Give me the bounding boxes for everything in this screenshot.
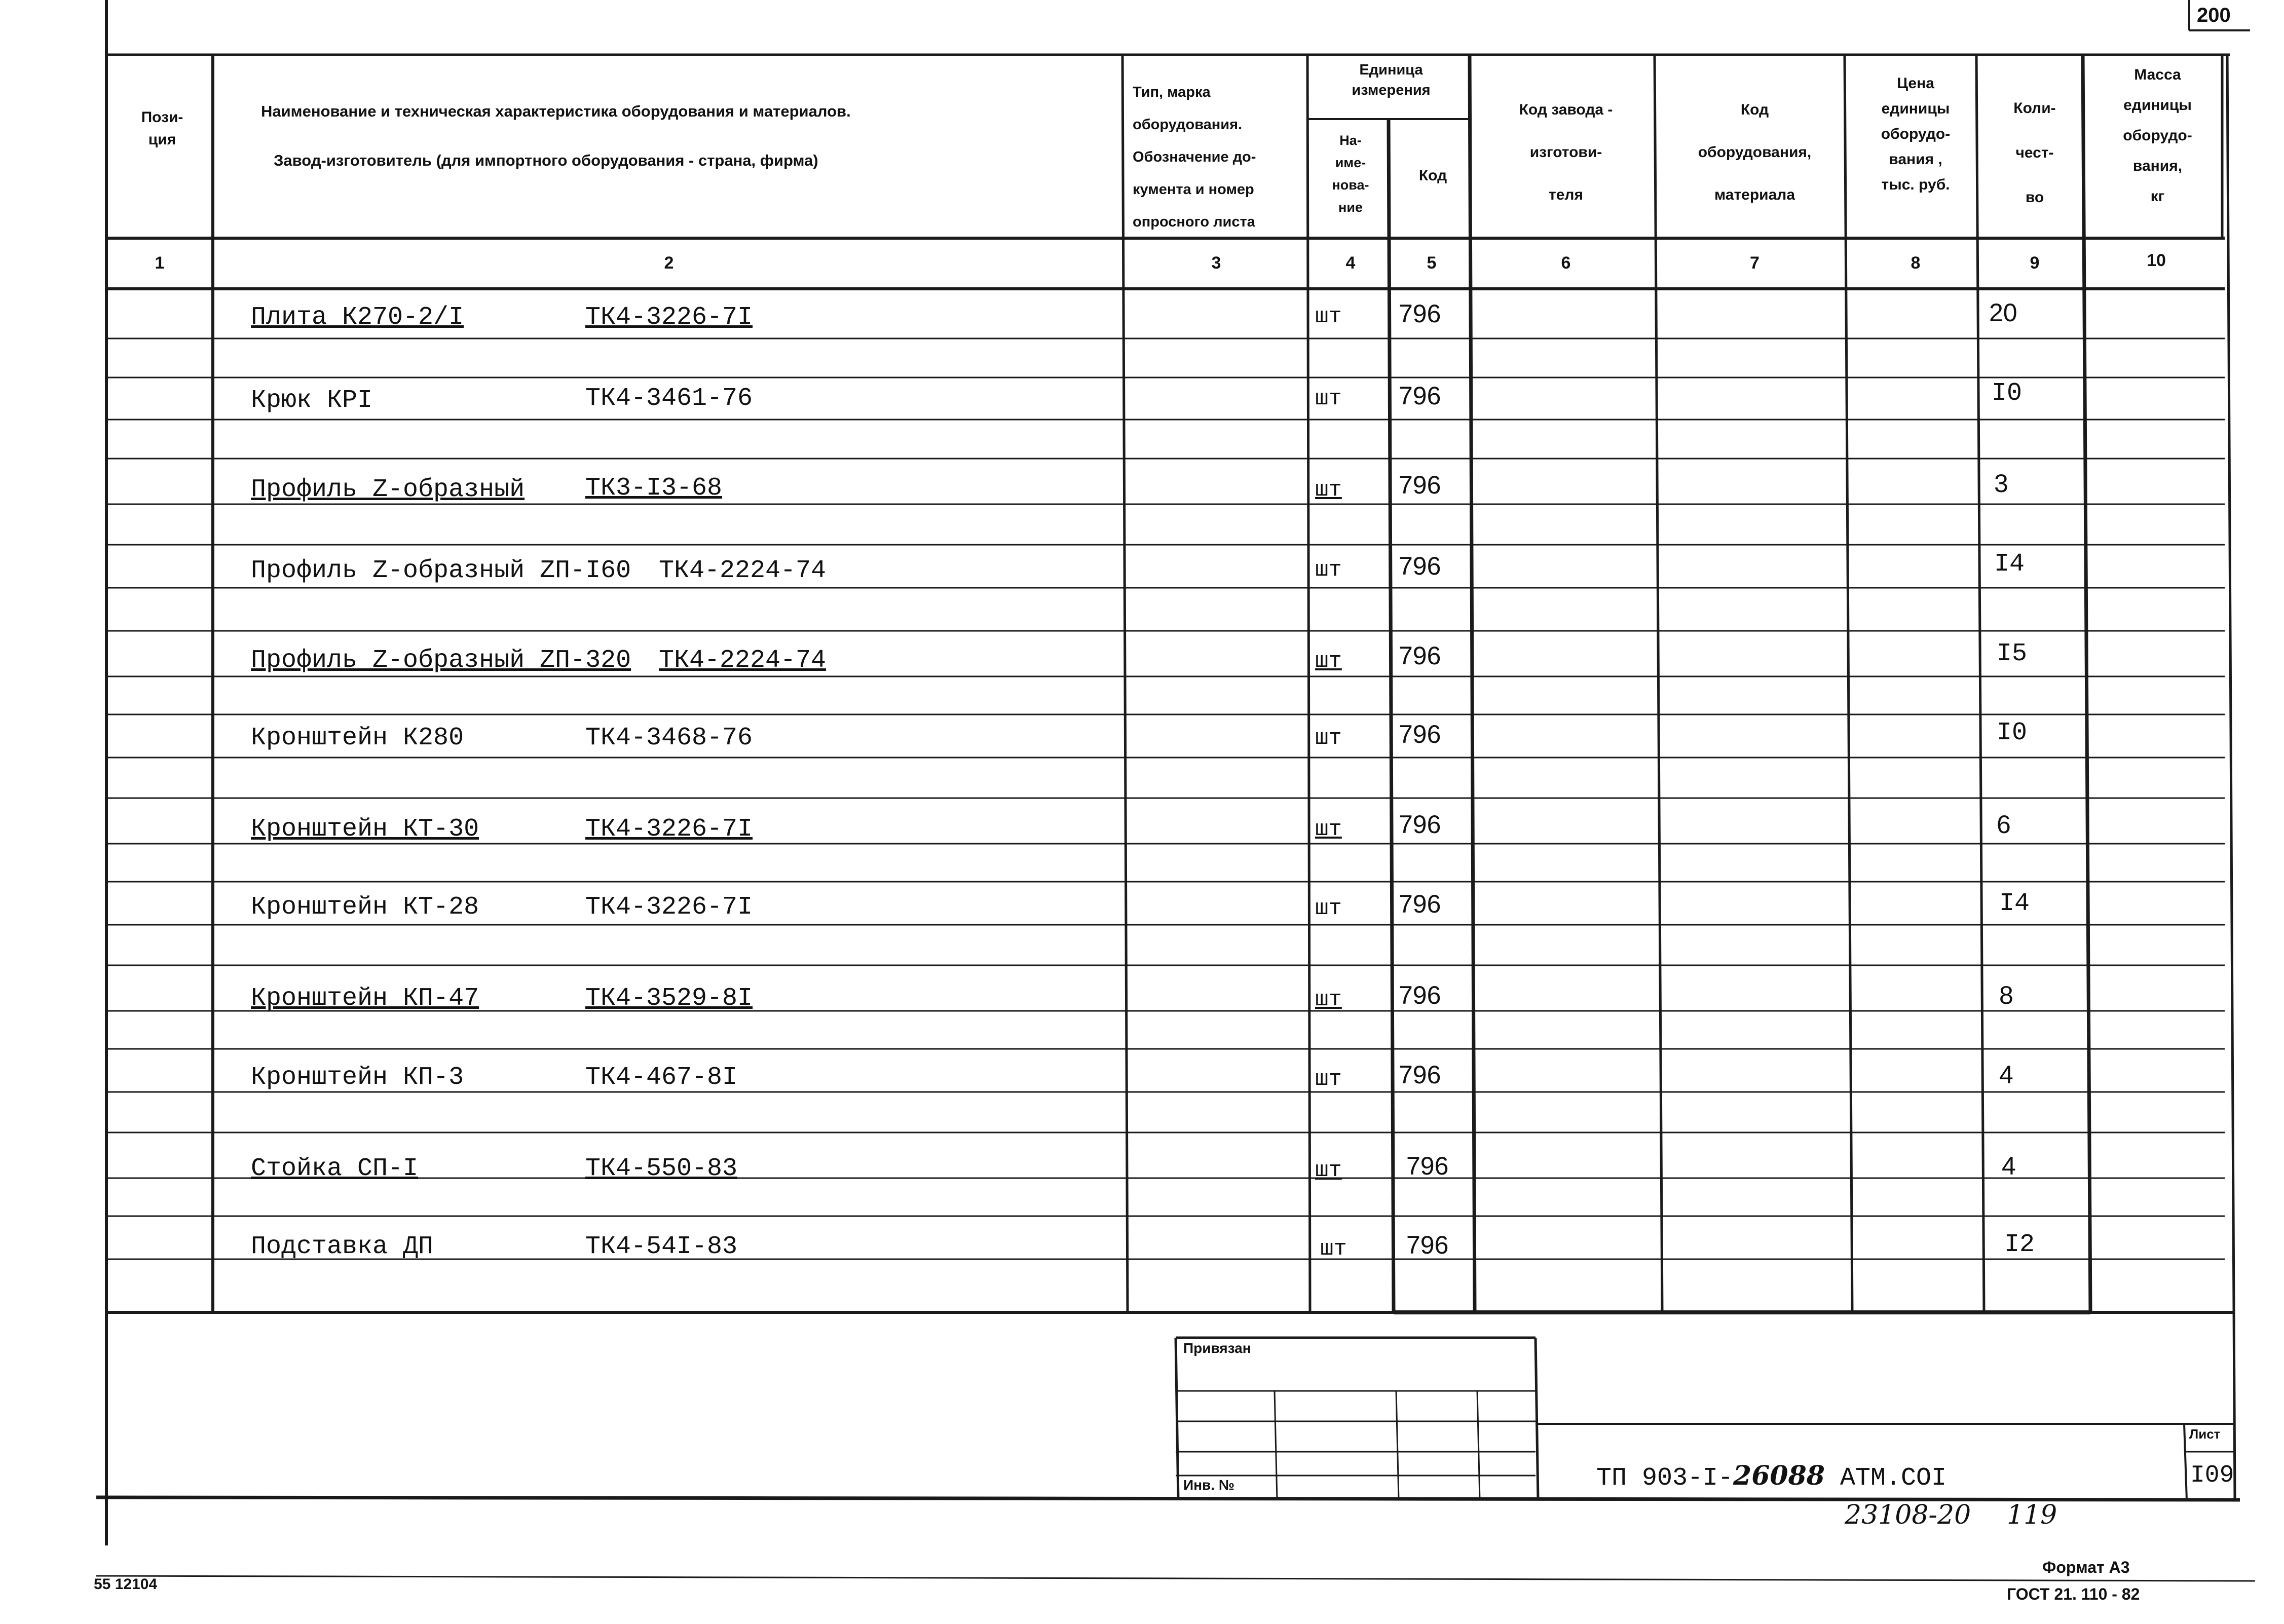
col-number-6: 6 — [1561, 253, 1571, 273]
handwritten-page: 119 — [2007, 1500, 2057, 1530]
stamp-inv-label: Инв. № — [1183, 1477, 1235, 1493]
row-8-doc: ТК4-3226-7I — [585, 893, 753, 922]
col-number-9: 9 — [2030, 253, 2040, 273]
row-10-qty: 4 — [1999, 1061, 2013, 1089]
format-label: Формат А3 — [2042, 1558, 2130, 1576]
col-number-2: 2 — [664, 253, 674, 273]
bottom-left-code: 55 12104 — [94, 1576, 158, 1593]
stamp-bound-label: Привязан — [1183, 1340, 1251, 1356]
row-10-code: 796 — [1399, 1061, 1441, 1089]
row-7-qty: 6 — [1997, 810, 2011, 839]
header-name-line1: Наименование и техническая характеристика оборудования и материалов. — [261, 102, 851, 120]
sheet-number: I09 — [2190, 1462, 2234, 1489]
row-12-name: Подставка ДП — [251, 1232, 434, 1261]
header-unit-mass: Масса единицы оборудо- вания, кг — [2123, 66, 2192, 205]
header-unit-code: Код — [1418, 167, 1447, 184]
row-3-name: Профиль Z-образный — [251, 475, 525, 504]
row-12-qty: I2 — [2004, 1230, 2035, 1259]
row-7-code: 796 — [1399, 810, 1441, 839]
row-4-code: 796 — [1399, 552, 1441, 580]
row-1-name: Плита К270-2/I — [251, 303, 464, 332]
col-number-5: 5 — [1427, 253, 1437, 273]
document-code-handwritten: 26088 — [1733, 1460, 1825, 1491]
row-2-doc: ТК4-3461-76 — [585, 384, 753, 413]
row-10-doc: ТК4-467-8I — [585, 1063, 738, 1092]
row-3-qty: 3 — [1994, 469, 2008, 498]
row-3-doc: ТК3-I3-68 — [585, 474, 723, 503]
row-11-code: 796 — [1406, 1152, 1449, 1180]
row-2-code: 796 — [1399, 382, 1441, 410]
row-8-code: 796 — [1399, 890, 1441, 918]
row-5-code: 796 — [1399, 641, 1441, 670]
row-11-doc: ТК4-550-83 — [585, 1154, 738, 1183]
row-12-code: 796 — [1406, 1231, 1449, 1259]
row-10-name: Кронштейн КП-3 — [251, 1063, 464, 1092]
gost-label: ГОСТ 21. 110 - 82 — [2007, 1585, 2140, 1603]
col-number-1: 1 — [155, 253, 165, 273]
col-number-7: 7 — [1750, 253, 1759, 273]
row-10-unit: шт — [1315, 1067, 1342, 1092]
row-9-name: Кронштейн КП-47 — [251, 984, 479, 1013]
row-5-doc: ТК4-2224-74 — [659, 646, 827, 675]
row-5-unit: шт — [1315, 649, 1342, 674]
row-3-unit: шт — [1315, 477, 1342, 503]
row-3-code: 796 — [1399, 471, 1441, 499]
row-2-unit: шт — [1315, 386, 1342, 411]
row-4-unit: шт — [1315, 557, 1342, 583]
row-8-name: Кронштейн КТ-28 — [251, 893, 479, 922]
col-number-8: 8 — [1911, 253, 1921, 273]
row-2-qty: I0 — [1992, 379, 2023, 408]
row-11-name: Стойка СП-I — [251, 1154, 419, 1183]
row-9-code: 796 — [1399, 981, 1441, 1009]
header-unit-name: На- име- нова- ние — [1332, 133, 1369, 215]
row-1-doc: ТК4-3226-7I — [585, 303, 753, 332]
col-number-4: 4 — [1345, 253, 1356, 273]
document-code-prefix: ТП 903-I- — [1596, 1464, 1734, 1493]
row-4-doc: ТК4-2224-74 — [659, 556, 827, 585]
sheet-label: Лист — [2189, 1426, 2221, 1442]
document-code-suffix: АТМ.СОI — [1824, 1464, 1947, 1493]
header-type-mark: Тип, марка оборудования. Обозначение до- кумента и номер опросного листа — [1133, 84, 1256, 230]
row-5-name: Профиль Z-образный ZП-320 — [251, 646, 631, 675]
row-9-doc: ТК4-3529-8I — [585, 984, 753, 1013]
handwritten-code: 23108-20 — [1845, 1500, 1971, 1530]
row-7-name: Кронштейн КТ-30 — [251, 815, 479, 844]
row-11-qty: 4 — [2002, 1152, 2016, 1180]
header-unit-group: Единица измерения — [1352, 62, 1431, 98]
corner-number: 200 — [2197, 4, 2231, 26]
row-4-qty: I4 — [1994, 550, 2025, 579]
row-1-qty: 20 — [1989, 298, 2017, 327]
document-code — [1596, 1460, 1946, 1493]
col-number-3: 3 — [1211, 253, 1221, 273]
row-12-doc: ТК4-54I-83 — [585, 1232, 738, 1261]
row-7-doc: ТК4-3226-7I — [585, 815, 753, 844]
row-1-unit: шт — [1315, 304, 1342, 329]
row-8-unit: шт — [1315, 896, 1342, 921]
row-6-doc: ТК4-3468-76 — [585, 724, 753, 752]
row-1-code: 796 — [1399, 299, 1441, 328]
row-5-qty: I5 — [1997, 639, 2028, 668]
header-quantity: Коли- чест- во — [2013, 100, 2056, 206]
row-4-name: Профиль Z-образный ZП-I60 — [251, 556, 631, 585]
header-name-line2: Завод-изготовитель (для импортного оборудования - страна, фирма) — [274, 152, 818, 169]
row-9-qty: 8 — [1999, 981, 2013, 1009]
row-6-name: Кронштейн К280 — [251, 724, 464, 752]
row-6-qty: I0 — [1997, 719, 2028, 747]
row-7-unit: шт — [1315, 817, 1342, 842]
row-6-unit: шт — [1315, 726, 1342, 751]
header-unit-price: Цена единицы оборудо- вания , тыс. руб. — [1881, 75, 1951, 193]
header-equipment-code: Код оборудования, материала — [1698, 101, 1812, 203]
row-9-unit: шт — [1315, 987, 1342, 1012]
row-11-unit: шт — [1315, 1158, 1342, 1183]
row-2-name: Крюк КРI — [251, 386, 373, 415]
col-number-10: 10 — [2147, 251, 2166, 270]
header-maker-code: Код завода - изготови- теля — [1519, 101, 1613, 203]
row-12-unit: шт — [1320, 1236, 1347, 1262]
row-8-qty: I4 — [1999, 889, 2030, 918]
header-position: Пози- ция — [141, 109, 183, 148]
row-6-code: 796 — [1399, 720, 1441, 748]
